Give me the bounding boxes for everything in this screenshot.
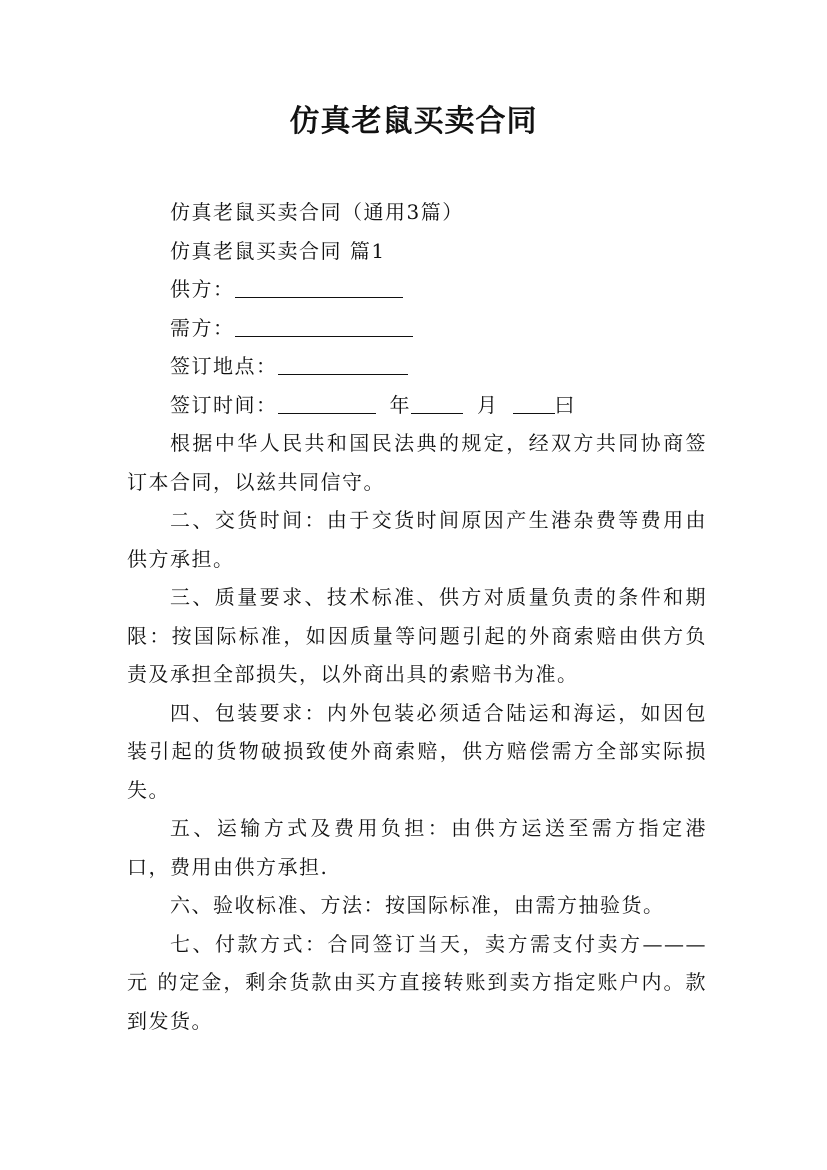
- date-label: 签订时间：: [170, 392, 278, 417]
- year-label: 年: [389, 392, 411, 417]
- document-title: 仿真老鼠买卖合同: [289, 104, 538, 139]
- paragraph-intro: 根据中华人民共和国民法典的规定，经双方共同协商签订本合同，以兹共同信守。: [127, 431, 707, 494]
- day-blank: [513, 393, 555, 414]
- place-blank: [278, 354, 408, 375]
- paragraph-quality: 三、质量要求、技术标准、供方对质量负责的条件和期限：按国际标准，如因质量等问题引起的外商索赔由供方负责及承担全部损失，以外商出具的索赔书为准。: [127, 585, 707, 686]
- date-line: [127, 386, 707, 425]
- place-line: [127, 347, 707, 386]
- paragraph-transport: 五、运输方式及费用负担：由供方运送至需方指定港口，费用由供方承担.: [127, 816, 707, 879]
- supplier-label: 供方：: [170, 277, 235, 301]
- buyer-label: 需方：: [170, 315, 235, 340]
- buyer-blank: [235, 316, 413, 337]
- document-body: [127, 193, 707, 1040]
- place-label: 签订地点：: [170, 354, 278, 378]
- year-blank: [278, 393, 376, 414]
- paragraph-delivery-time: 二、交货时间：由于交货时间原因产生港杂费等费用由供方承担。: [127, 508, 707, 571]
- month-blank: [411, 393, 463, 414]
- supplier-blank: [235, 277, 403, 298]
- paragraph-acceptance: 六、验收标准、方法：按国际标准，由需方抽验货。: [170, 893, 665, 917]
- subtitle-line: 仿真老鼠买卖合同（通用3篇）: [170, 200, 464, 224]
- paragraph-packaging: 四、包装要求：内外包装必须适合陆运和海运，如因包装引起的货物破损致使外商索赔，供方赔偿需方全部实际损失。: [127, 700, 707, 802]
- paragraph-payment: 七、付款方式：合同签订当天，卖方需支付卖方———元 的定金，剩余货款由买方直接转账到卖方指定账户内。款到发货。: [127, 931, 707, 1033]
- section-title-line: 仿真老鼠买卖合同 篇1: [170, 238, 386, 263]
- supplier-line: [127, 270, 707, 309]
- month-label: 月: [477, 392, 499, 417]
- buyer-line: [127, 309, 707, 348]
- day-label: 曰: [554, 392, 576, 417]
